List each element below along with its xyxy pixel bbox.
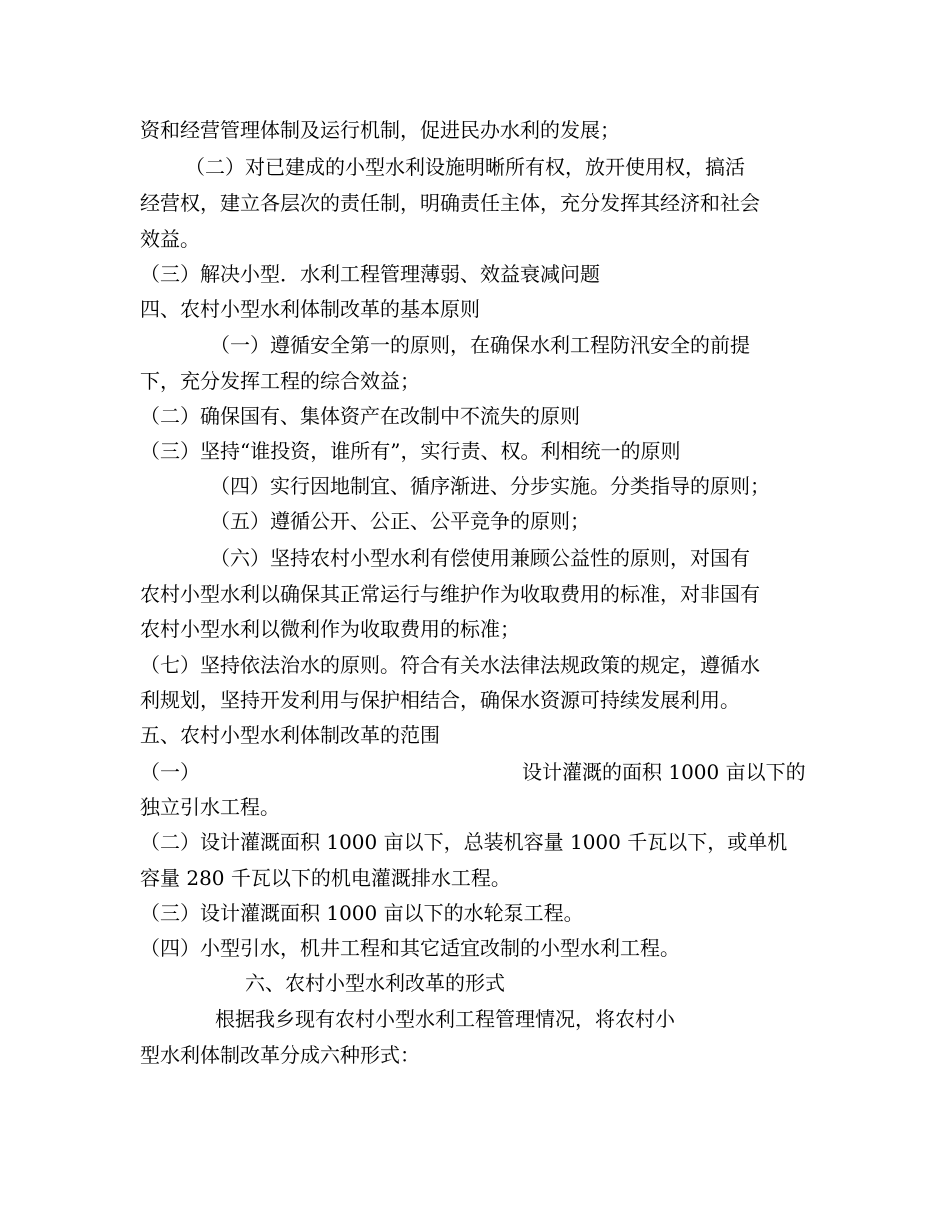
text-line: （五）遵循公开、公正、公平竞争的原则； bbox=[210, 509, 590, 533]
text-line: （二）设计灌溉面积 1000 亩以下，总装机容量 1000 千瓦以下，或单机 bbox=[140, 830, 788, 854]
text-line: （四）小型引水，机井工程和其它适宜改制的小型水利工程。 bbox=[140, 936, 680, 960]
text-line: 下，充分发挥工程的综合效益； bbox=[140, 369, 420, 393]
text-line: （二）对已建成的小型水利设施明晰所有权，放开使用权，搞活 bbox=[185, 155, 745, 179]
text-line: （四）实行因地制宜、循序渐进、分步实施。分类指导的原则； bbox=[210, 474, 770, 498]
text-line: 农村小型水利以微利作为收取费用的标准； bbox=[140, 617, 520, 641]
text-line: 设计灌溉的面积 1000 亩以下的 bbox=[522, 760, 806, 784]
text-line: 容量 280 千瓦以下的机电灌溉排水工程。 bbox=[140, 866, 511, 890]
text-line: 经营权，建立各层次的责任制，明确责任主体，充分发挥其经济和社会 bbox=[140, 191, 760, 215]
text-line: 资和经营管理体制及运行机制，促进民办水利的发展； bbox=[140, 118, 620, 142]
text-line: （七）坚持依法治水的原则。符合有关水法律法规政策的规定，遵循水 bbox=[140, 653, 760, 677]
text-line: 利规划，坚持开发利用与保护相结合，确保水资源可持续发展利用。 bbox=[140, 688, 740, 712]
text-line: （三）坚持“谁投资，谁所有”，实行责、权。利相统一的原则 bbox=[140, 439, 681, 463]
section-heading: 六、农村小型水利改革的形式 bbox=[245, 971, 505, 995]
text-line: （一） bbox=[140, 760, 200, 784]
text-line: 农村小型水利以确保其正常运行与维护作为收取费用的标准，对非国有 bbox=[140, 582, 760, 606]
text-line: 独立引水工程。 bbox=[140, 795, 280, 819]
text-line: 效益。 bbox=[140, 227, 200, 251]
text-line: 根据我乡现有农村小型水利工程管理情况，将农村小 bbox=[215, 1007, 675, 1031]
text-line: （三）解决小型．水利工程管理薄弱、效益衰减问题 bbox=[140, 262, 600, 286]
section-heading: 四、农村小型水利体制改革的基本原则 bbox=[140, 297, 480, 321]
text-line: （三）设计灌溉面积 1000 亩以下的水轮泵工程。 bbox=[140, 901, 584, 925]
text-line: （六）坚持农村小型水利有偿使用兼顾公益性的原则，对国有 bbox=[210, 546, 750, 570]
text-line: （二）确保国有、集体资产在改制中不流失的原则 bbox=[140, 404, 580, 428]
text-line: （一）遵循安全第一的原则，在确保水利工程防汛安全的前提 bbox=[210, 333, 750, 357]
section-heading: 五、农村小型水利体制改革的范围 bbox=[140, 723, 440, 747]
text-line: 型水利体制改革分成六种形式： bbox=[140, 1043, 420, 1067]
